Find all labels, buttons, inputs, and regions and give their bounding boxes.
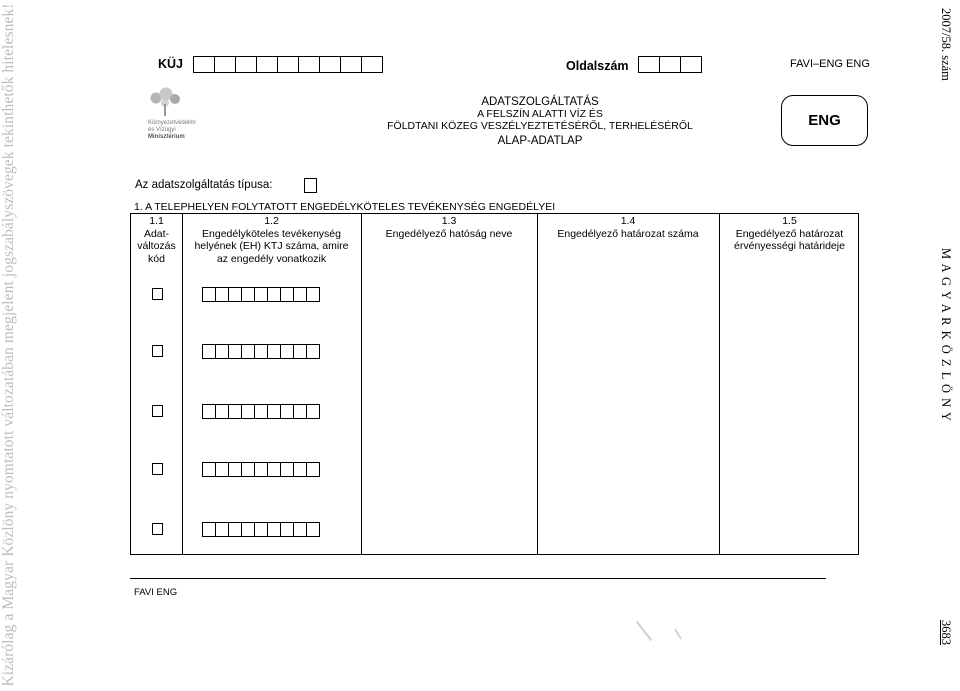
ktj-digit-box[interactable] bbox=[306, 522, 320, 537]
ktj-digit-box[interactable] bbox=[228, 287, 242, 302]
section1-title: 1. A TELEPHELYEN FOLYTATOTT ENGEDÉLYKÖTELES TEVÉKENYSÉG ENGEDÉLYEI bbox=[134, 201, 556, 213]
ktj-digit-box[interactable] bbox=[293, 287, 307, 302]
ktj-number-boxes[interactable] bbox=[202, 462, 319, 477]
authenticity-watermark: Kizárólag a Magyar Közlöny nyomtatott változatában megjelent jogszabályszövegek tekinthetők hitelesnek! bbox=[0, 3, 17, 687]
col-header-1-3 bbox=[361, 215, 537, 240]
service-type-label: Az adatszolgáltatás típusa: bbox=[135, 179, 273, 191]
ktj-number-boxes[interactable] bbox=[202, 287, 319, 302]
ktj-digit-box[interactable] bbox=[215, 344, 229, 359]
ministry-logo-icon bbox=[145, 86, 185, 120]
col-num: 1.2 bbox=[264, 215, 279, 227]
ktj-digit-box[interactable] bbox=[306, 462, 320, 477]
ktj-digit-box[interactable] bbox=[267, 287, 281, 302]
col-header-1-1 bbox=[131, 215, 182, 265]
title-line4: ALAP-ADATLAP bbox=[497, 135, 583, 147]
ktj-digit-box[interactable] bbox=[293, 344, 307, 359]
col-num: 1.5 bbox=[782, 215, 797, 227]
col-label: Engedélyező határozat száma bbox=[557, 227, 699, 240]
digit-box[interactable] bbox=[193, 56, 215, 73]
ktj-digit-box[interactable] bbox=[202, 522, 216, 537]
eng-box bbox=[781, 95, 868, 146]
change-code-checkbox[interactable] bbox=[152, 345, 163, 357]
ktj-digit-box[interactable] bbox=[306, 404, 320, 419]
col-header-1-2 bbox=[182, 215, 361, 265]
change-code-checkbox[interactable] bbox=[152, 463, 163, 475]
col-num: 1.3 bbox=[441, 215, 457, 227]
ministry-line2: és Vízügyi bbox=[148, 127, 176, 133]
digit-box[interactable] bbox=[680, 56, 702, 73]
ktj-digit-box[interactable] bbox=[254, 522, 268, 537]
digit-box[interactable] bbox=[214, 56, 236, 73]
ktj-digit-box[interactable] bbox=[215, 404, 229, 419]
ktj-digit-box[interactable] bbox=[293, 462, 307, 477]
page-number: 3683 bbox=[939, 620, 953, 645]
ministry-name bbox=[148, 120, 196, 141]
ktj-digit-box[interactable] bbox=[280, 462, 294, 477]
ktj-number-boxes[interactable] bbox=[202, 522, 319, 537]
ktj-digit-box[interactable] bbox=[293, 404, 307, 419]
ktj-digit-box[interactable] bbox=[241, 287, 255, 302]
oldalszam-input-boxes[interactable] bbox=[638, 56, 701, 73]
ktj-digit-box[interactable] bbox=[280, 404, 294, 419]
ktj-number-boxes[interactable] bbox=[202, 404, 319, 419]
eng-box-label: ENG bbox=[808, 112, 841, 129]
ktj-digit-box[interactable] bbox=[280, 344, 294, 359]
ktj-digit-box[interactable] bbox=[241, 462, 255, 477]
digit-box[interactable] bbox=[638, 56, 660, 73]
ktj-digit-box[interactable] bbox=[254, 462, 268, 477]
permits-table bbox=[130, 213, 859, 555]
ktj-number-boxes[interactable] bbox=[202, 344, 319, 359]
col-num: 1.1 bbox=[149, 215, 164, 227]
ktj-digit-box[interactable] bbox=[228, 522, 242, 537]
scan-mark bbox=[674, 628, 682, 639]
col-num: 1.4 bbox=[620, 215, 636, 227]
digit-box[interactable] bbox=[277, 56, 299, 73]
footer-rule bbox=[130, 578, 826, 579]
oldalszam-label: Oldalszám bbox=[566, 59, 629, 73]
ktj-digit-box[interactable] bbox=[215, 522, 229, 537]
title-line2: A FELSZÍN ALATTI VÍZ ÉS bbox=[477, 108, 603, 120]
digit-box[interactable] bbox=[319, 56, 341, 73]
col-label: Adat-változás kód bbox=[137, 227, 176, 265]
digit-box[interactable] bbox=[340, 56, 362, 73]
col-header-1-4 bbox=[537, 215, 719, 240]
col-header-1-5 bbox=[719, 215, 860, 253]
scan-mark bbox=[636, 621, 652, 641]
ktj-digit-box[interactable] bbox=[280, 522, 294, 537]
change-code-checkbox[interactable] bbox=[152, 405, 163, 417]
ktj-digit-box[interactable] bbox=[254, 404, 268, 419]
col-label: Engedélyköteles tevékenység helyének (EH) KTJ száma, amire az engedély vonatkozik bbox=[194, 227, 349, 265]
ktj-digit-box[interactable] bbox=[241, 344, 255, 359]
title-line3: FÖLDTANI KÖZEG VESZÉLYEZTETÉSÉRŐL, TERHELÉSÉRŐL bbox=[387, 120, 693, 132]
ktj-digit-box[interactable] bbox=[228, 404, 242, 419]
digit-box[interactable] bbox=[235, 56, 257, 73]
ktj-digit-box[interactable] bbox=[228, 462, 242, 477]
ktj-digit-box[interactable] bbox=[202, 287, 216, 302]
ministry-line3: Minisztérium bbox=[148, 134, 185, 140]
ktj-digit-box[interactable] bbox=[241, 404, 255, 419]
change-code-checkbox[interactable] bbox=[152, 288, 163, 300]
change-code-checkbox[interactable] bbox=[152, 523, 163, 535]
ministry-line1: Környezetvédelmi bbox=[148, 120, 196, 126]
kuj-label: KÜJ bbox=[158, 57, 184, 71]
journal-name: M A G Y A R K Ö Z L Ö N Y bbox=[939, 248, 953, 422]
col-label: Engedélyező hatóság neve bbox=[385, 227, 513, 240]
ktj-digit-box[interactable] bbox=[280, 287, 294, 302]
ktj-digit-box[interactable] bbox=[267, 404, 281, 419]
ktj-digit-box[interactable] bbox=[241, 522, 255, 537]
ktj-digit-box[interactable] bbox=[228, 344, 242, 359]
ktj-digit-box[interactable] bbox=[202, 404, 216, 419]
ktj-digit-box[interactable] bbox=[254, 344, 268, 359]
digit-box[interactable] bbox=[659, 56, 681, 73]
ktj-digit-box[interactable] bbox=[202, 344, 216, 359]
ktj-digit-box[interactable] bbox=[215, 287, 229, 302]
ktj-digit-box[interactable] bbox=[254, 287, 268, 302]
service-type-checkbox[interactable] bbox=[304, 178, 317, 193]
digit-box[interactable] bbox=[361, 56, 383, 73]
ktj-digit-box[interactable] bbox=[293, 522, 307, 537]
col-label: Engedélyező határozat érvényességi határideje bbox=[734, 227, 845, 252]
ktj-digit-box[interactable] bbox=[267, 462, 281, 477]
digit-box[interactable] bbox=[256, 56, 278, 73]
ktj-digit-box[interactable] bbox=[267, 344, 281, 359]
footer-code: FAVI ENG bbox=[134, 587, 178, 598]
form-code: FAVI–ENG ENG bbox=[790, 58, 870, 70]
ktj-digit-box[interactable] bbox=[306, 287, 320, 302]
form-title bbox=[345, 96, 735, 147]
title-line1: ADATSZOLGÁLTATÁS bbox=[481, 96, 599, 108]
ktj-digit-box[interactable] bbox=[267, 522, 281, 537]
digit-box[interactable] bbox=[298, 56, 320, 73]
kuj-input-boxes[interactable] bbox=[193, 56, 382, 73]
ktj-digit-box[interactable] bbox=[215, 462, 229, 477]
issue-number: 2007/58. szám bbox=[939, 8, 953, 81]
ktj-digit-box[interactable] bbox=[202, 462, 216, 477]
ktj-digit-box[interactable] bbox=[306, 344, 320, 359]
